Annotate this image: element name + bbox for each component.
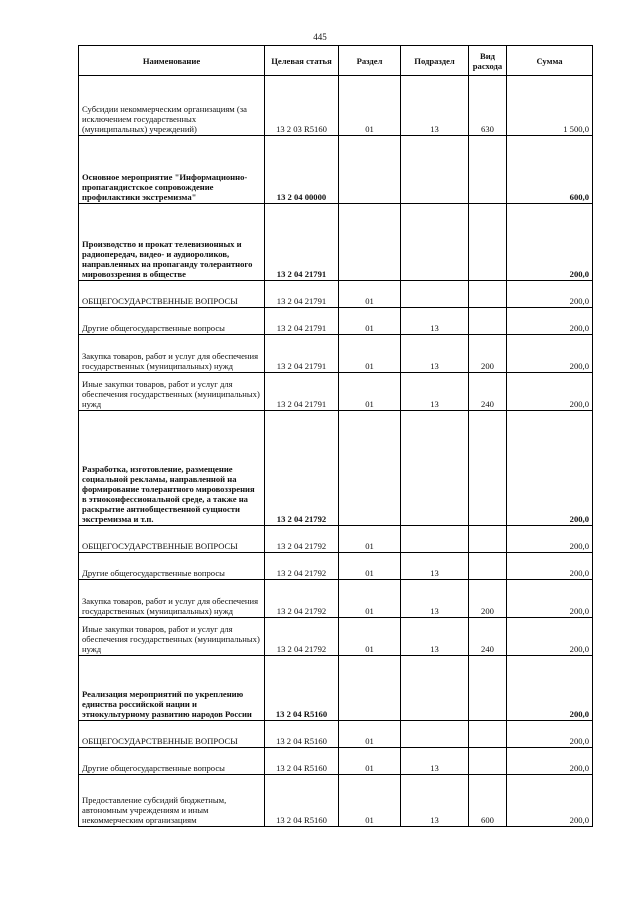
table-row: [79, 373, 593, 411]
table-row: [79, 76, 593, 136]
cell-name: Производство и прокат телевизионных и радиопередач, видео- и аудиороликов, направленных на пропаганду толерантного мировоззрения в обществе: [79, 204, 265, 281]
cell-type: [469, 136, 507, 204]
table-row: [79, 526, 593, 553]
cell-code: 13 2 04 21791: [265, 373, 339, 411]
cell-sum: 200,0: [507, 335, 593, 373]
cell-type: [469, 411, 507, 526]
cell-sum: 600,0: [507, 136, 593, 204]
cell-subsection: 13: [401, 308, 469, 335]
cell-sum: 200,0: [507, 721, 593, 748]
cell-type: 600: [469, 775, 507, 827]
cell-sum: 200,0: [507, 281, 593, 308]
table-row: [79, 308, 593, 335]
cell-name: Субсидии некоммерческим организациям (за исключением государственных (муниципальных) учреждений): [79, 76, 265, 136]
cell-section: 01: [339, 553, 401, 580]
cell-name: Другие общегосударственные вопросы: [79, 553, 265, 580]
cell-sum: 200,0: [507, 308, 593, 335]
cell-type: [469, 204, 507, 281]
table-row: [79, 748, 593, 775]
cell-section: 01: [339, 580, 401, 618]
cell-name: Другие общегосударственные вопросы: [79, 308, 265, 335]
cell-section: 01: [339, 748, 401, 775]
cell-section: 01: [339, 76, 401, 136]
cell-code: 13 2 04 21792: [265, 526, 339, 553]
cell-name: Иные закупки товаров, работ и услуг для обеспечения государственных (муниципальных) нужд: [79, 618, 265, 656]
cell-sum: 200,0: [507, 580, 593, 618]
cell-section: 01: [339, 281, 401, 308]
cell-code: 13 2 04 R5160: [265, 721, 339, 748]
cell-section: 01: [339, 775, 401, 827]
cell-code: 13 2 04 21791: [265, 281, 339, 308]
table-body: [79, 76, 593, 827]
cell-sum: 200,0: [507, 748, 593, 775]
header-section: Раздел: [339, 46, 401, 76]
cell-sum: 1 500,0: [507, 76, 593, 136]
cell-sum: 200,0: [507, 656, 593, 721]
cell-section: [339, 411, 401, 526]
cell-code: 13 2 03 R5160: [265, 76, 339, 136]
header-subsection: Подраздел: [401, 46, 469, 76]
cell-section: [339, 204, 401, 281]
cell-code: 13 2 04 21792: [265, 580, 339, 618]
cell-subsection: [401, 281, 469, 308]
cell-section: 01: [339, 373, 401, 411]
cell-section: 01: [339, 526, 401, 553]
cell-code: 13 2 04 21792: [265, 553, 339, 580]
cell-name: Иные закупки товаров, работ и услуг для обеспечения государственных (муниципальных) нужд: [79, 373, 265, 411]
cell-section: 01: [339, 721, 401, 748]
cell-subsection: 13: [401, 553, 469, 580]
cell-subsection: 13: [401, 335, 469, 373]
cell-subsection: [401, 656, 469, 721]
table-row: [79, 656, 593, 721]
cell-subsection: [401, 136, 469, 204]
cell-code: 13 2 04 21792: [265, 618, 339, 656]
cell-subsection: 13: [401, 618, 469, 656]
table-row: [79, 335, 593, 373]
table-header-row: [79, 46, 593, 76]
table-row: [79, 553, 593, 580]
cell-sum: 200,0: [507, 775, 593, 827]
table-row: [79, 721, 593, 748]
cell-type: 200: [469, 580, 507, 618]
cell-code: 13 2 04 21791: [265, 308, 339, 335]
cell-type: 240: [469, 373, 507, 411]
cell-subsection: [401, 526, 469, 553]
cell-code: 13 2 04 R5160: [265, 656, 339, 721]
table-row: [79, 204, 593, 281]
cell-name: Разработка, изготовление, размещение социальной рекламы, направленной на формирование толерантного мировоззрения в этноконфессиональной среде, а также на раскрытие антиобщественной сущности экстремизма и т.п.: [79, 411, 265, 526]
cell-name: ОБЩЕГОСУДАРСТВЕННЫЕ ВОПРОСЫ: [79, 721, 265, 748]
cell-subsection: 13: [401, 76, 469, 136]
cell-type: [469, 526, 507, 553]
cell-name: Закупка товаров, работ и услуг для обеспечения государственных (муниципальных) нужд: [79, 580, 265, 618]
cell-code: 13 2 04 21791: [265, 204, 339, 281]
cell-type: [469, 656, 507, 721]
cell-name: Предоставление субсидий бюджетным, автономным учреждениям и иным некоммерческим организациям: [79, 775, 265, 827]
cell-type: 200: [469, 335, 507, 373]
table-row: [79, 281, 593, 308]
cell-name: Основное мероприятие "Информационно-пропагандистское сопровождение профилактики экстремизма": [79, 136, 265, 204]
table-row: [79, 411, 593, 526]
cell-type: 630: [469, 76, 507, 136]
page-number: 445: [313, 32, 327, 42]
cell-code: 13 2 04 R5160: [265, 748, 339, 775]
cell-section: 01: [339, 308, 401, 335]
table-row: [79, 618, 593, 656]
cell-name: ОБЩЕГОСУДАРСТВЕННЫЕ ВОПРОСЫ: [79, 281, 265, 308]
header-sum: Сумма: [507, 46, 593, 76]
cell-section: 01: [339, 618, 401, 656]
table-row: [79, 775, 593, 827]
cell-type: [469, 308, 507, 335]
header-type: Вид расхода: [469, 46, 507, 76]
cell-subsection: 13: [401, 775, 469, 827]
cell-type: [469, 748, 507, 775]
cell-sum: 200,0: [507, 204, 593, 281]
cell-code: 13 2 04 00000: [265, 136, 339, 204]
cell-subsection: [401, 411, 469, 526]
table-row: [79, 580, 593, 618]
cell-type: [469, 281, 507, 308]
cell-section: 01: [339, 335, 401, 373]
cell-name: ОБЩЕГОСУДАРСТВЕННЫЕ ВОПРОСЫ: [79, 526, 265, 553]
cell-sum: 200,0: [507, 618, 593, 656]
cell-subsection: 13: [401, 373, 469, 411]
cell-sum: 200,0: [507, 373, 593, 411]
cell-type: [469, 553, 507, 580]
cell-section: [339, 656, 401, 721]
header-name: Наименование: [79, 46, 265, 76]
cell-subsection: [401, 204, 469, 281]
cell-subsection: 13: [401, 580, 469, 618]
budget-table: [78, 45, 593, 827]
cell-code: 13 2 04 R5160: [265, 775, 339, 827]
cell-type: [469, 721, 507, 748]
cell-sum: 200,0: [507, 411, 593, 526]
cell-subsection: 13: [401, 748, 469, 775]
cell-sum: 200,0: [507, 526, 593, 553]
cell-type: 240: [469, 618, 507, 656]
cell-subsection: [401, 721, 469, 748]
cell-name: Закупка товаров, работ и услуг для обеспечения государственных (муниципальных) нужд: [79, 335, 265, 373]
cell-name: Реализация мероприятий по укреплению единства российской нации и этнокультурному развитию народов России: [79, 656, 265, 721]
table-row: [79, 136, 593, 204]
header-code: Целевая статья: [265, 46, 339, 76]
cell-code: 13 2 04 21792: [265, 411, 339, 526]
cell-sum: 200,0: [507, 553, 593, 580]
cell-name: Другие общегосударственные вопросы: [79, 748, 265, 775]
cell-section: [339, 136, 401, 204]
cell-code: 13 2 04 21791: [265, 335, 339, 373]
